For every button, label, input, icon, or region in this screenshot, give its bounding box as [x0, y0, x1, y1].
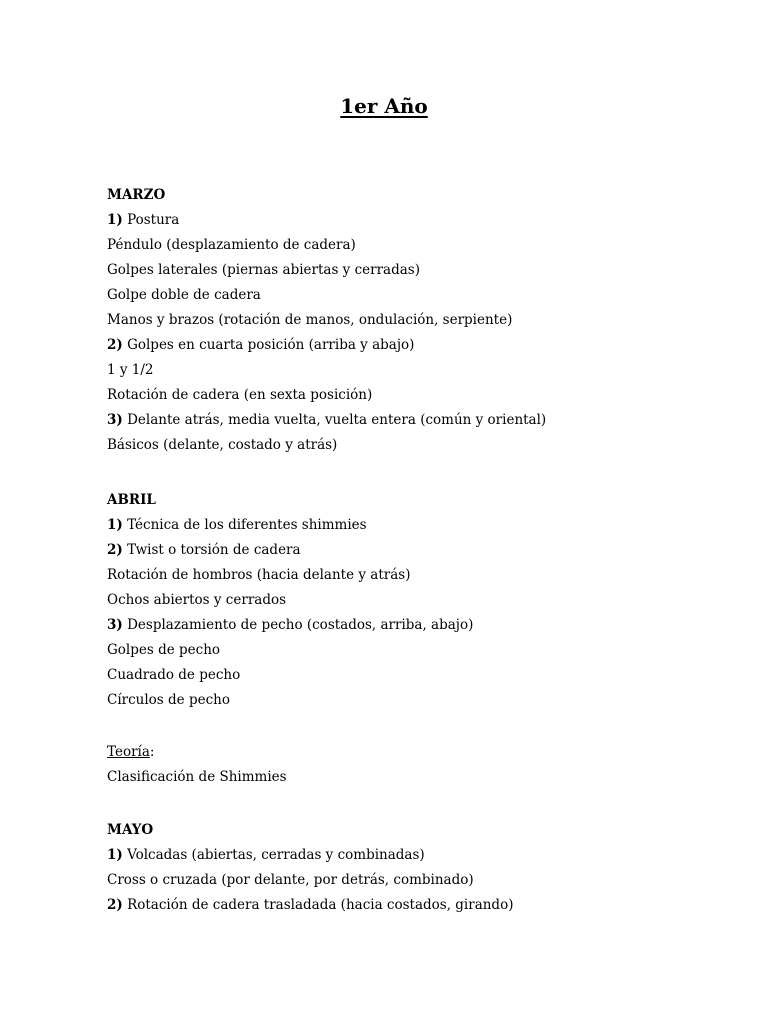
item-text: Desplazamiento de pecho (costados, arriba, abajo): [122, 617, 474, 633]
item-number: 2): [107, 337, 123, 353]
item-number: 1): [107, 847, 123, 863]
list-item: [107, 358, 727, 383]
list-item: [107, 638, 727, 663]
section-teoria: [107, 740, 727, 790]
section-heading-abril: ABRIL: [107, 492, 156, 508]
item-text: 1 y 1/2: [107, 362, 154, 378]
section-heading-mayo: MAYO: [107, 822, 154, 838]
section-mayo: [107, 818, 727, 918]
list-item: [107, 383, 727, 408]
item-number: 1): [107, 212, 123, 228]
item-text: Técnica de los diferentes shimmies: [122, 517, 367, 533]
section-marzo: [107, 183, 727, 458]
item-text: Volcadas (abiertas, cerradas y combinadas): [122, 847, 425, 863]
item-text: Golpe doble de cadera: [107, 287, 261, 303]
list-item: [107, 663, 727, 688]
list-item: [107, 563, 727, 588]
item-text: Golpes de pecho: [107, 642, 221, 658]
item-text: Cuadrado de pecho: [107, 667, 241, 683]
teoria-colon: :: [149, 744, 155, 760]
list-item: [107, 588, 727, 613]
list-item: [107, 868, 727, 893]
list-item: [107, 893, 727, 918]
item-text: Rotación de cadera (en sexta posición): [107, 387, 373, 403]
list-item: [107, 538, 727, 563]
list-item: [107, 843, 727, 868]
item-number: 3): [107, 412, 123, 428]
list-item: [107, 308, 727, 333]
item-text: Golpes en cuarta posición (arriba y abajo): [122, 337, 415, 353]
item-text: Básicos (delante, costado y atrás): [107, 437, 338, 453]
item-number: 1): [107, 517, 123, 533]
teoria-text: Clasificación de Shimmies: [107, 769, 287, 785]
list-item: [107, 233, 727, 258]
list-item: [107, 613, 727, 638]
list-item: [107, 408, 727, 433]
list-item: [107, 688, 727, 713]
item-text: Postura: [122, 212, 180, 228]
item-text: Péndulo (desplazamiento de cadera): [107, 237, 356, 253]
list-item: [107, 258, 727, 283]
item-number: 2): [107, 542, 123, 558]
item-text: Cross o cruzada (por delante, por detrás, combinado): [107, 872, 474, 888]
item-number: 3): [107, 617, 123, 633]
teoria-label: Teoría: [107, 744, 150, 760]
item-text: Rotación de cadera trasladada (hacia costados, girando): [122, 897, 514, 913]
section-heading-marzo: MARZO: [107, 187, 166, 203]
item-text: Círculos de pecho: [107, 692, 230, 708]
list-item: [107, 513, 727, 538]
list-item: [107, 283, 727, 308]
section-abril: [107, 488, 727, 713]
item-text: Ochos abiertos y cerrados: [107, 592, 287, 608]
item-number: 2): [107, 897, 123, 913]
teoria-label-line: [107, 740, 727, 765]
item-text: Manos y brazos (rotación de manos, ondulación, serpiente): [107, 312, 513, 328]
item-text: Golpes laterales (piernas abiertas y cerradas): [107, 262, 420, 278]
item-text: Twist o torsión de cadera: [122, 542, 301, 558]
list-item: [107, 433, 727, 458]
list-item: [107, 333, 727, 358]
document-title: 1er Año: [340, 94, 428, 118]
list-item: [107, 208, 727, 233]
item-text: Rotación de hombros (hacia delante y atrás): [107, 567, 411, 583]
item-text: Delante atrás, media vuelta, vuelta entera (común y oriental): [122, 412, 547, 428]
